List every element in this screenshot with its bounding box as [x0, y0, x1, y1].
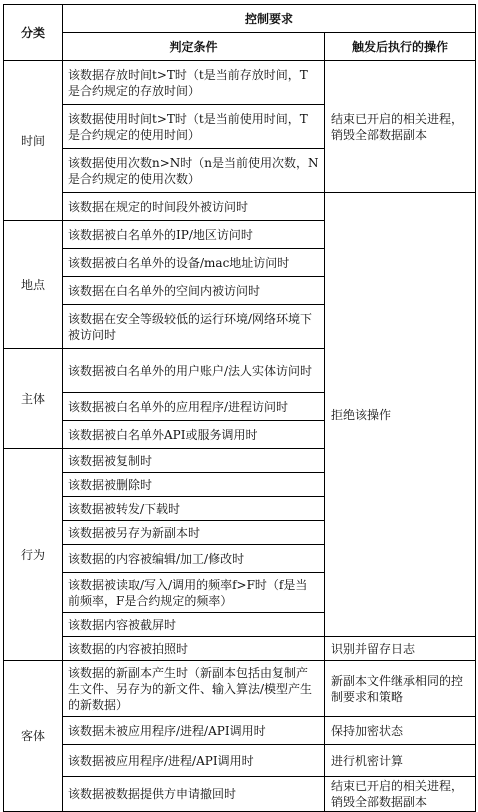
- condition-cell: 该数据存放时间t>T时（t是当前存放时间，T是合约规定的存放时间）: [63, 61, 325, 105]
- action-cell: 保持加密状态: [325, 717, 476, 745]
- action-cell: 拒绝该操作: [325, 193, 476, 637]
- table-row: [4, 193, 476, 221]
- condition-cell: 该数据在规定的时间段外被访问时: [63, 193, 325, 221]
- condition-cell: 该数据的内容被拍照时: [63, 637, 325, 661]
- condition-cell: 该数据被转发/下载时: [63, 497, 325, 521]
- header-row-2: [4, 33, 476, 61]
- control-requirements-table: [3, 4, 476, 812]
- condition-cell: 该数据被白名单外的应用程序/进程访问时: [63, 393, 325, 421]
- table-row: [4, 61, 476, 105]
- table-row: [4, 637, 476, 661]
- category-behavior: 行为: [4, 449, 63, 661]
- action-cell: 新副本文件继承相同的控制要求和策略: [325, 661, 476, 717]
- condition-cell: 该数据在安全等级较低的运行环境/网络环境下被访问时: [63, 305, 325, 349]
- condition-cell: 该数据被白名单外的IP/地区访问时: [63, 221, 325, 249]
- table-row: [4, 745, 476, 777]
- condition-cell: 该数据被数据提供方申请撤回时: [63, 777, 325, 812]
- category-location: 地点: [4, 221, 63, 349]
- action-cell: 识别并留存日志: [325, 637, 476, 661]
- table-row: [4, 777, 476, 812]
- category-subject: 主体: [4, 349, 63, 449]
- action-cell: 结束已开启的相关进程，销毁全部数据副本: [325, 61, 476, 193]
- header-action: 触发后执行的操作: [325, 33, 476, 61]
- condition-cell: 该数据被读取/写入/调用的频率f>F时（f是当前频率，F是合约规定的频率）: [63, 573, 325, 613]
- category-time: 时间: [4, 61, 63, 221]
- category-object: 客体: [4, 661, 63, 812]
- action-cell: 结束已开启的相关进程，销毁全部数据副本: [325, 777, 476, 812]
- header-category: 分类: [4, 5, 63, 61]
- condition-cell: 该数据的新副本产生时（新副本包括由复制产生文件、另存为的新文件、输入算法/模型产生的新数据）: [63, 661, 325, 717]
- condition-cell: 该数据未被应用程序/进程/API调用时: [63, 717, 325, 745]
- condition-cell: 该数据被应用程序/进程/API调用时: [63, 745, 325, 777]
- table-row: [4, 717, 476, 745]
- condition-cell: 该数据被白名单外API或服务调用时: [63, 421, 325, 449]
- condition-cell: 该数据被白名单外的用户账户/法人实体访问时: [63, 349, 325, 393]
- condition-cell: 该数据在白名单外的空间内被访问时: [63, 277, 325, 305]
- action-cell: 进行机密计算: [325, 745, 476, 777]
- condition-cell: 该数据被白名单外的设备/mac地址访问时: [63, 249, 325, 277]
- condition-cell: 该数据使用时间t>T时（t是当前使用时间，T是合约规定的使用时间）: [63, 105, 325, 149]
- header-row-1: [4, 5, 476, 33]
- header-control: 控制要求: [63, 5, 476, 33]
- condition-cell: 该数据被复制时: [63, 449, 325, 473]
- table-row: [4, 661, 476, 717]
- condition-cell: 该数据使用次数n>N时（n是当前使用次数，N是合约规定的使用次数）: [63, 149, 325, 193]
- header-condition: 判定条件: [63, 33, 325, 61]
- condition-cell: 该数据内容被截屏时: [63, 613, 325, 637]
- condition-cell: 该数据的内容被编辑/加工/修改时: [63, 545, 325, 573]
- condition-cell: 该数据被删除时: [63, 473, 325, 497]
- condition-cell: 该数据被另存为新副本时: [63, 521, 325, 545]
